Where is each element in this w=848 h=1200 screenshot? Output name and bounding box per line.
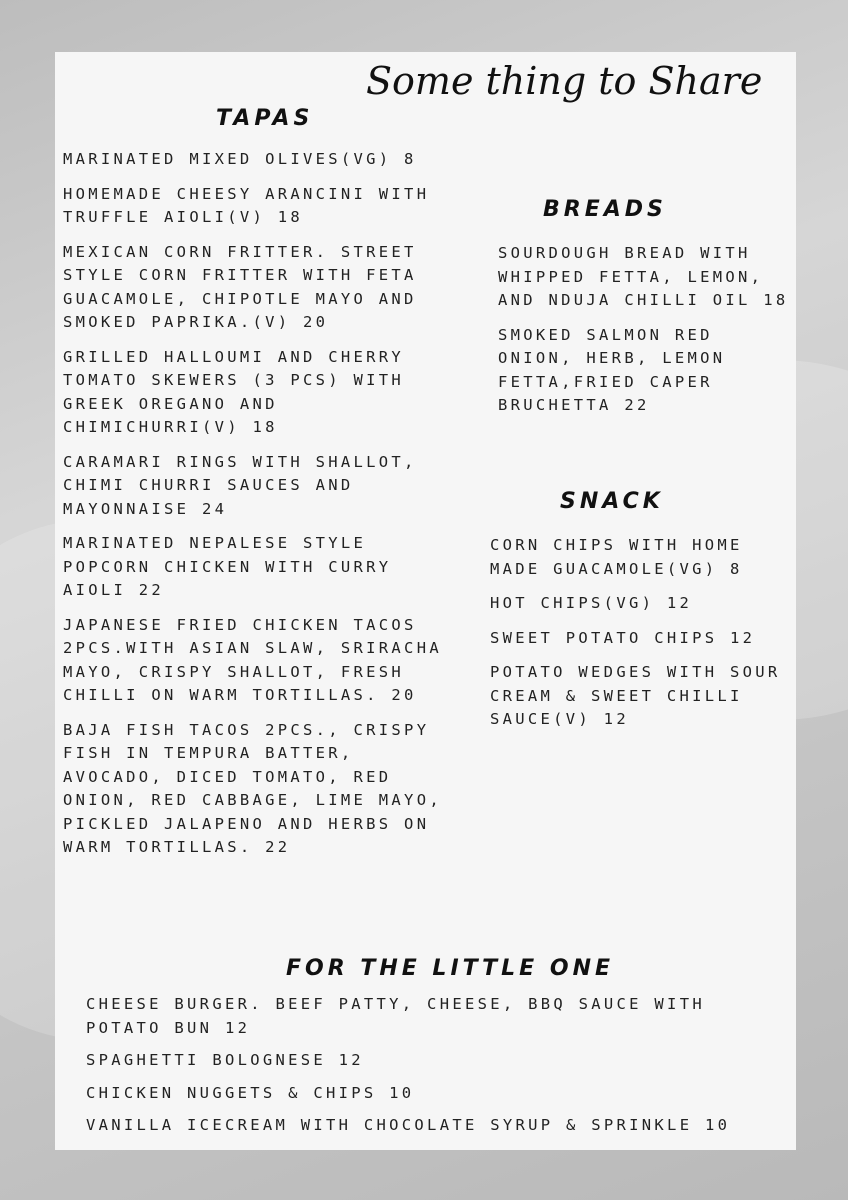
snack-list — [490, 534, 790, 743]
menu-item: CARAMARI RINGS WITH SHALLOT, CHIMI CHURRI SAUCES AND MAYONNAISE 24 — [63, 452, 417, 518]
menu-item: BAJA FISH TACOS 2PCS., CRISPY FISH IN TEMPURA BATTER, AVOCADO, DICED TOMATO, RED ONION, RED CABBAGE, LIME MAYO, PICKLED JALAPENO AND HERBS ON WARM TORTILLAS. 22 — [63, 720, 442, 856]
menu-item: SMOKED SALMON RED ONION, HERB, LEMON FETTA,FRIED CAPER BRUCHETTA 22 — [498, 325, 726, 414]
menu-item: SOURDOUGH BREAD WITH WHIPPED FETTA, LEMON, AND NDUJA CHILLI OIL 18 — [498, 244, 789, 309]
menu-item: MEXICAN CORN FRITTER. STREET STYLE CORN FRITTER WITH FETA GUACAMOLE, CHIPOTLE MAYO AND SMOKED PAPRIKA.(V) 20 — [63, 242, 417, 331]
menu-title — [360, 12, 800, 132]
menu-item: SPAGHETTI BOLOGNESE 12 — [86, 1051, 364, 1069]
menu-item: POTATO WEDGES WITH SOUR CREAM & SWEET CHILLI SAUCE(V) 12 — [490, 663, 781, 728]
menu-item: GRILLED HALLOUMI AND CHERRY TOMATO SKEWERS (3 PCS) WITH GREEK OREGANO AND CHIMICHURRI(V) 18 — [63, 347, 405, 436]
tapas-heading: TAPAS — [216, 106, 314, 131]
breads-heading: BREADS — [543, 197, 667, 222]
little-one-list — [86, 993, 786, 1147]
menu-item: JAPANESE FRIED CHICKEN TACOS 2PCS.WITH ASIAN SLAW, SRIRACHA MAYO, CRISPY SHALLOT, FRESH CHILLI ON WARM TORTILLAS. 20 — [63, 615, 442, 704]
snack-heading: SNACK — [560, 489, 664, 514]
menu-item: CORN CHIPS WITH HOME MADE GUACAMOLE(VG) 8 — [490, 536, 743, 578]
menu-title-text: Some thing to Share — [366, 59, 763, 103]
menu-item: HOMEMADE CHEESY ARANCINI WITH TRUFFLE AIOLI(V) 18 — [63, 184, 430, 226]
menu-item: SWEET POTATO CHIPS 12 — [490, 628, 756, 647]
breads-list — [498, 242, 790, 429]
menu-item: HOT CHIPS(VG) 12 — [490, 594, 693, 612]
little-one-heading: FOR THE LITTLE ONE — [286, 956, 615, 981]
menu-item: MARINATED MIXED OLIVES(VG) 8 — [63, 150, 417, 168]
menu-item: MARINATED NEPALESE STYLE POPCORN CHICKEN WITH CURRY AIOLI 22 — [63, 534, 392, 599]
tapas-list — [63, 148, 463, 871]
menu-item: CHEESE BURGER. BEEF PATTY, CHEESE, BBQ SAUCE WITH POTATO BUN 12 — [86, 995, 705, 1037]
menu-item: VANILLA ICECREAM WITH CHOCOLATE SYRUP & SPRINKLE 10 — [86, 1116, 731, 1134]
menu-item: CHICKEN NUGGETS & CHIPS 10 — [86, 1083, 415, 1102]
